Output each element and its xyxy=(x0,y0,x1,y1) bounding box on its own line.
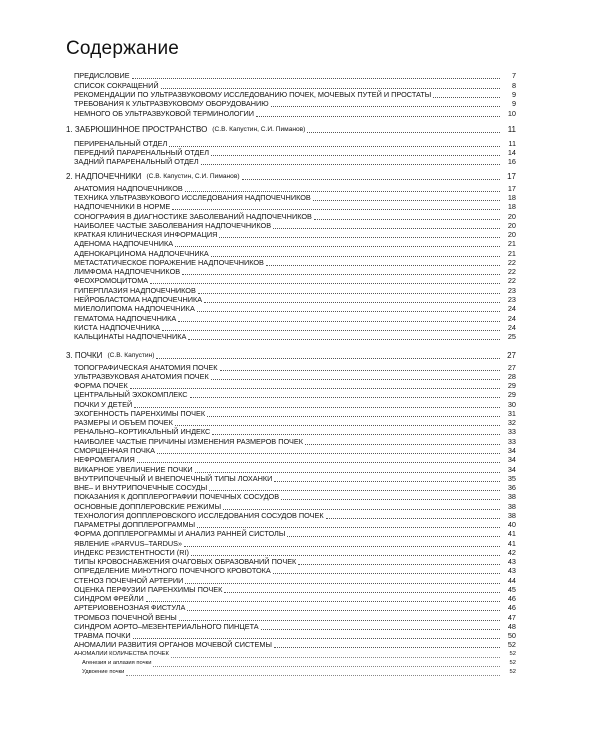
toc-entry[interactable] xyxy=(74,389,516,399)
toc-page-number: 24 xyxy=(507,323,516,332)
toc-page-number: 41 xyxy=(507,529,516,538)
toc-entry-title: РЕНАЛЬНО–КОРТИКАЛЬНЫЙ ИНДЕКС xyxy=(74,427,211,436)
toc-entry-title: ПРЕДИСЛОВИЕ xyxy=(74,71,130,80)
toc-entry-authors: (С.В. Капустин) xyxy=(107,352,155,359)
toc-page-number: 9 xyxy=(511,99,516,108)
toc-page-number: 27 xyxy=(507,351,516,360)
toc-page-number: 40 xyxy=(507,520,516,529)
toc-page-number: 10 xyxy=(507,109,516,118)
toc-page-number: 38 xyxy=(507,492,516,501)
toc-entry-title: НЕМНОГО ОБ УЛЬТРАЗВУКОВОЙ ТЕРМИНОЛОГИИ xyxy=(74,109,255,118)
dot-leader xyxy=(126,674,500,676)
toc-page-number: 23 xyxy=(507,295,516,304)
toc-entry-title: ЦЕНТРАЛЬНЫЙ ЭХОКОМПЛЕКС xyxy=(74,390,188,399)
toc-page-number: 52 xyxy=(509,660,516,666)
dot-leader xyxy=(307,131,500,133)
toc-entry-title: Удвоение почки xyxy=(82,669,125,675)
toc-page-number: 23 xyxy=(507,286,516,295)
toc-entry-title: ПОКАЗАНИЯ К ДОППЛЕРОГРАФИИ ПОЧЕЧНЫХ СОСУДОВ xyxy=(74,492,280,501)
dot-leader xyxy=(187,609,500,611)
toc-page-number: 24 xyxy=(507,314,516,323)
toc-entry[interactable] xyxy=(74,565,516,575)
dot-leader xyxy=(274,646,500,648)
toc-page-number: 24 xyxy=(507,304,516,313)
toc-page-number: 35 xyxy=(507,474,516,483)
toc-page-number: 11 xyxy=(507,125,516,134)
toc-chapter-entry[interactable] xyxy=(66,124,516,134)
toc-entry-title: ОЦЕНКА ПЕРФУЗИИ ПАРЕНХИМЫ ПОЧЕК xyxy=(74,585,223,594)
toc-entry[interactable] xyxy=(74,238,516,248)
toc-entry-title: КРАТКАЯ КЛИНИЧЕСКАЯ ИНФОРМАЦИЯ xyxy=(74,230,218,239)
dot-leader xyxy=(175,245,500,247)
toc-entry-title: АНОМАЛИИ КОЛИЧЕСТВА ПОЧЕК xyxy=(74,651,169,657)
toc-page-number: 27 xyxy=(507,363,516,372)
toc-page-number: 11 xyxy=(508,139,516,148)
toc-page-number: 25 xyxy=(507,332,516,341)
dot-leader xyxy=(172,208,500,210)
toc-entry-title: Агенезия и аплазия почки xyxy=(82,660,152,666)
toc-entry-title: ТЕХНИКА УЛЬТРАЗВУКОВОГО ИССЛЕДОВАНИЯ НАДПОЧЕЧНИКОВ xyxy=(74,193,311,202)
toc-entry-title: ПОЧКИ У ДЕТЕЙ xyxy=(74,400,133,409)
toc-page-number: 14 xyxy=(507,148,516,157)
toc-page-number: 38 xyxy=(507,511,516,520)
toc-page-number: 30 xyxy=(507,400,516,409)
toc-page-number: 29 xyxy=(507,381,516,390)
toc-entry-title: НЕЙРОБЛАСТОМА НАДПОЧЕЧНИКА xyxy=(74,295,203,304)
dot-leader xyxy=(242,178,500,180)
toc-entry[interactable] xyxy=(82,667,516,677)
toc-entry[interactable] xyxy=(74,275,516,285)
toc-entry-title: ПАРАМЕТРЫ ДОППЛЕРОГРАММЫ xyxy=(74,520,196,529)
toc-entry-title: ОСНОВНЫЕ ДОППЛЕРОВСКИЕ РЕЖИМЫ xyxy=(74,502,222,511)
toc-entry-title: ЗАДНИЙ ПАРАРЕНАЛЬНЫЙ ОТДЕЛ xyxy=(74,157,199,166)
toc-page-number: 34 xyxy=(507,465,516,474)
toc-entry-title: СПИСОК СОКРАЩЕНИЙ xyxy=(74,81,159,90)
toc-entry-authors: (С.В. Капустин, С.И. Пиманов) xyxy=(212,126,306,133)
toc-entry-title: АДЕНОКАРЦИНОМА НАДПОЧЕЧНИКА xyxy=(74,249,209,258)
toc-entry-title: ЛИМФОМА НАДПОЧЕЧНИКОВ xyxy=(74,267,181,276)
toc-page-number: 52 xyxy=(509,669,516,675)
toc-page-number: 20 xyxy=(507,221,516,230)
toc-page-number: 22 xyxy=(507,276,516,285)
toc-entry-title: ГЕМАТОМА НАДПОЧЕЧНИКА xyxy=(74,314,177,323)
toc-entry-title: ВНУТРИПОЧЕЧНЫЙ И ВНЕПОЧЕЧНЫЙ ТИПЫ ЛОХАНКИ xyxy=(74,474,273,483)
toc-page-number: 32 xyxy=(507,418,516,427)
toc-page-number: 48 xyxy=(507,622,516,631)
toc-entry-title: НАИБОЛЕЕ ЧАСТЫЕ ПРИЧИНЫ ИЗМЕНЕНИЯ РАЗМЕРОВ ПОЧЕК xyxy=(74,437,303,446)
toc-entry[interactable] xyxy=(74,303,516,313)
toc-page-number: 31 xyxy=(507,409,516,418)
dot-leader xyxy=(256,115,500,117)
toc-entry-title: НЕФРОМЕГАЛИЯ xyxy=(74,455,135,464)
dot-leader xyxy=(132,77,500,79)
toc-page-number: 29 xyxy=(507,390,516,399)
toc-entry-title: УЛЬТРАЗВУКОВАЯ АНАТОМИЯ ПОЧЕК xyxy=(74,372,209,381)
toc-page-number: 34 xyxy=(507,455,516,464)
dot-leader xyxy=(188,338,500,340)
toc-entry-title: 2. НАДПОЧЕЧНИКИ xyxy=(66,172,142,181)
toc-entry-title: ЭХОГЕННОСТЬ ПАРЕНХИМЫ ПОЧЕК xyxy=(74,409,206,418)
toc-page-number: 52 xyxy=(509,651,516,657)
toc-entry-title: 3. ПОЧКИ xyxy=(66,351,103,360)
toc-entry-title: ИНДЕКС РЕЗИСТЕНТНОСТИ (RI) xyxy=(74,548,189,557)
toc-entry-title: АРТЕРИОВЕНОЗНАЯ ФИСТУЛА xyxy=(74,603,186,612)
toc-entry-title: ТРАВМА ПОЧКИ xyxy=(74,631,131,640)
toc-page-number: 16 xyxy=(507,157,516,166)
toc-entry-title: АНАТОМИЯ НАДПОЧЕЧНИКОВ xyxy=(74,184,183,193)
toc-page-number: 45 xyxy=(507,585,516,594)
toc-page-number: 33 xyxy=(507,437,516,446)
dot-leader xyxy=(281,498,500,500)
toc-page-number: 43 xyxy=(507,557,516,566)
toc-entry-title: РАЗМЕРЫ И ОБЪЕМ ПОЧЕК xyxy=(74,418,173,427)
dot-leader xyxy=(287,535,500,537)
toc-entry-title: СИНДРОМ АОРТО–МЕЗЕНТЕРИАЛЬНОГО ПИНЦЕТА xyxy=(74,622,259,631)
toc-entry[interactable] xyxy=(74,201,516,211)
toc-entry-title: СТЕНОЗ ПОЧЕЧНОЙ АРТЕРИИ xyxy=(74,576,184,585)
toc-entry-title: ТИПЫ КРОВОСНАБЖЕНИЯ ОЧАГОВЫХ ОБРАЗОВАНИЙ ПОЧЕК xyxy=(74,557,297,566)
toc-page-number: 22 xyxy=(507,267,516,276)
dot-leader xyxy=(150,282,500,284)
toc-entry-title: ГИПЕРПЛАЗИЯ НАДПОЧЕЧНИКОВ xyxy=(74,286,196,295)
dot-leader xyxy=(273,572,500,574)
toc-entry-title: СИНДРОМ ФРЕЙЛИ xyxy=(74,594,144,603)
toc-entry-title: ПЕРЕДНИЙ ПАРАРЕНАЛЬНЫЙ ОТДЕЛ xyxy=(74,148,210,157)
toc-page-number: 7 xyxy=(511,71,516,80)
toc-page-number: 38 xyxy=(507,502,516,511)
toc-entry-title: РЕКОМЕНДАЦИИ ПО УЛЬТРАЗВУКОВОМУ ИССЛЕДОВАНИЮ ПОЧЕК, МОЧЕВЫХ ПУТЕЙ И ПРОСТАТЫ xyxy=(74,90,432,99)
toc-entry-title: СМОРЩЕННАЯ ПОЧКА xyxy=(74,446,155,455)
dot-leader xyxy=(197,310,500,312)
toc-entry-title: НАДПОЧЕЧНИКИ В НОРМЕ xyxy=(74,202,171,211)
toc-entry-title: МЕТАСТАТИЧЕСКОЕ ПОРАЖЕНИЕ НАДПОЧЕЧНИКОВ xyxy=(74,258,264,267)
toc-entry-title: ПЕРИРЕНАЛЬНЫЙ ОТДЕЛ xyxy=(74,139,168,148)
toc-entry[interactable] xyxy=(74,528,516,538)
toc-chapter-entry[interactable] xyxy=(66,350,516,360)
toc-entry-title: КАЛЬЦИНАТЫ НАДПОЧЕЧНИКА xyxy=(74,332,187,341)
toc-entry-title: ВНЕ– И ВНУТРИПОЧЕЧНЫЕ СОСУДЫ xyxy=(74,483,208,492)
dot-leader xyxy=(137,461,500,463)
toc-entry-title: МИЕЛОЛИПОМА НАДПОЧЕЧНИКА xyxy=(74,304,195,313)
toc-page-number: 8 xyxy=(511,81,516,90)
toc-entry[interactable] xyxy=(74,426,516,436)
toc-page-number: 43 xyxy=(507,566,516,575)
toc-page-number: 34 xyxy=(507,446,516,455)
toc-page-number: 18 xyxy=(507,202,516,211)
toc-entry[interactable] xyxy=(74,108,516,118)
toc-page-number: 17 xyxy=(507,184,516,193)
toc-chapter-entry[interactable] xyxy=(66,171,516,181)
toc-page-number: 22 xyxy=(507,258,516,267)
toc-page-number: 36 xyxy=(507,483,516,492)
toc-page-number: 41 xyxy=(507,539,516,548)
toc-entry[interactable] xyxy=(74,602,516,612)
dot-leader xyxy=(271,105,500,107)
toc-entry-title: ТРЕБОВАНИЯ К УЛЬТРАЗВУКОВОМУ ОБОРУДОВАНИЮ xyxy=(74,99,269,108)
toc-entry-title: ТЕХНОЛОГИЯ ДОППЛЕРОВСКОГО ИССЛЕДОВАНИЯ СОСУДОВ ПОЧЕК xyxy=(74,511,324,520)
toc-page-number: 20 xyxy=(507,230,516,239)
toc-page-number: 52 xyxy=(507,640,516,649)
toc-page-number: 28 xyxy=(507,372,516,381)
toc-entry[interactable] xyxy=(74,70,516,80)
toc-page-number: 33 xyxy=(507,427,516,436)
toc-entry-title: ТРОМБОЗ ПОЧЕЧНОЙ ВЕНЫ xyxy=(74,613,177,622)
dot-leader xyxy=(156,357,500,359)
toc-page-number: 47 xyxy=(507,613,516,622)
toc-entry-title: ОПРЕДЕЛЕНИЕ МИНУТНОГО ПОЧЕЧНОГО КРОВОТОКА xyxy=(74,566,271,575)
toc-page-number: 17 xyxy=(507,172,516,181)
toc-entry-title: ВИКАРНОЕ УВЕЛИЧЕНИЕ ПОЧКИ xyxy=(74,465,193,474)
toc-entry-title: КИСТА НАДПОЧЕЧНИКА xyxy=(74,323,160,332)
toc-entry[interactable] xyxy=(74,98,516,108)
page-title: Содержание xyxy=(66,38,180,59)
toc-page-number: 21 xyxy=(507,239,516,248)
toc-entry-title: ЯВЛЕНИЕ «PARVUS–TARDUS» xyxy=(74,539,183,548)
toc-entry-title: ТОПОГРАФИЧЕСКАЯ АНАТОМИЯ ПОЧЕК xyxy=(74,363,218,372)
toc-page-number: 46 xyxy=(507,594,516,603)
toc-entry-authors: (С.В. Капустин, С.И. Пиманов) xyxy=(146,173,240,180)
toc-entry-title: 1. ЗАБРЮШИННОЕ ПРОСТРАНСТВО xyxy=(66,125,208,134)
dot-leader xyxy=(190,396,500,398)
toc-entry-title: НАИБОЛЕЕ ЧАСТЫЕ ЗАБОЛЕВАНИЯ НАДПОЧЕЧНИКОВ xyxy=(74,221,272,230)
toc-entry-title: ФОРМА ПОЧЕК xyxy=(74,381,128,390)
toc-entry-title: АДЕНОМА НАДПОЧЕЧНИКА xyxy=(74,239,174,248)
toc-entry[interactable] xyxy=(74,454,516,464)
toc-entry[interactable] xyxy=(74,639,516,649)
toc-page-number: 18 xyxy=(507,193,516,202)
toc-entry[interactable] xyxy=(74,331,516,341)
toc-entry-title: СОНОГРАФИЯ В ДИАГНОСТИКЕ ЗАБОЛЕВАНИЙ НАДПОЧЕЧНИКОВ xyxy=(74,212,312,221)
toc-page-number: 9 xyxy=(511,90,516,99)
toc-page-number: 44 xyxy=(507,576,516,585)
toc-page-number: 20 xyxy=(507,212,516,221)
toc-page-number: 21 xyxy=(507,249,516,258)
dot-leader xyxy=(201,163,500,165)
toc-page-number: 42 xyxy=(507,548,516,557)
toc-page-number: 46 xyxy=(507,603,516,612)
dot-leader xyxy=(212,433,500,435)
toc-page-number: 50 xyxy=(507,631,516,640)
toc-entry[interactable] xyxy=(74,156,516,166)
toc-entry-title: ФЕОХРОМОЦИТОМА xyxy=(74,276,149,285)
toc-entry[interactable] xyxy=(74,491,516,501)
toc-entry-title: ФОРМА ДОППЛЕРОГРАММЫ И АНАЛИЗ РАННЕЙ СИСТОЛЫ xyxy=(74,529,286,538)
toc-entry-title: АНОМАЛИИ РАЗВИТИЯ ОРГАНОВ МОЧЕВОЙ СИСТЕМЫ xyxy=(74,640,272,649)
